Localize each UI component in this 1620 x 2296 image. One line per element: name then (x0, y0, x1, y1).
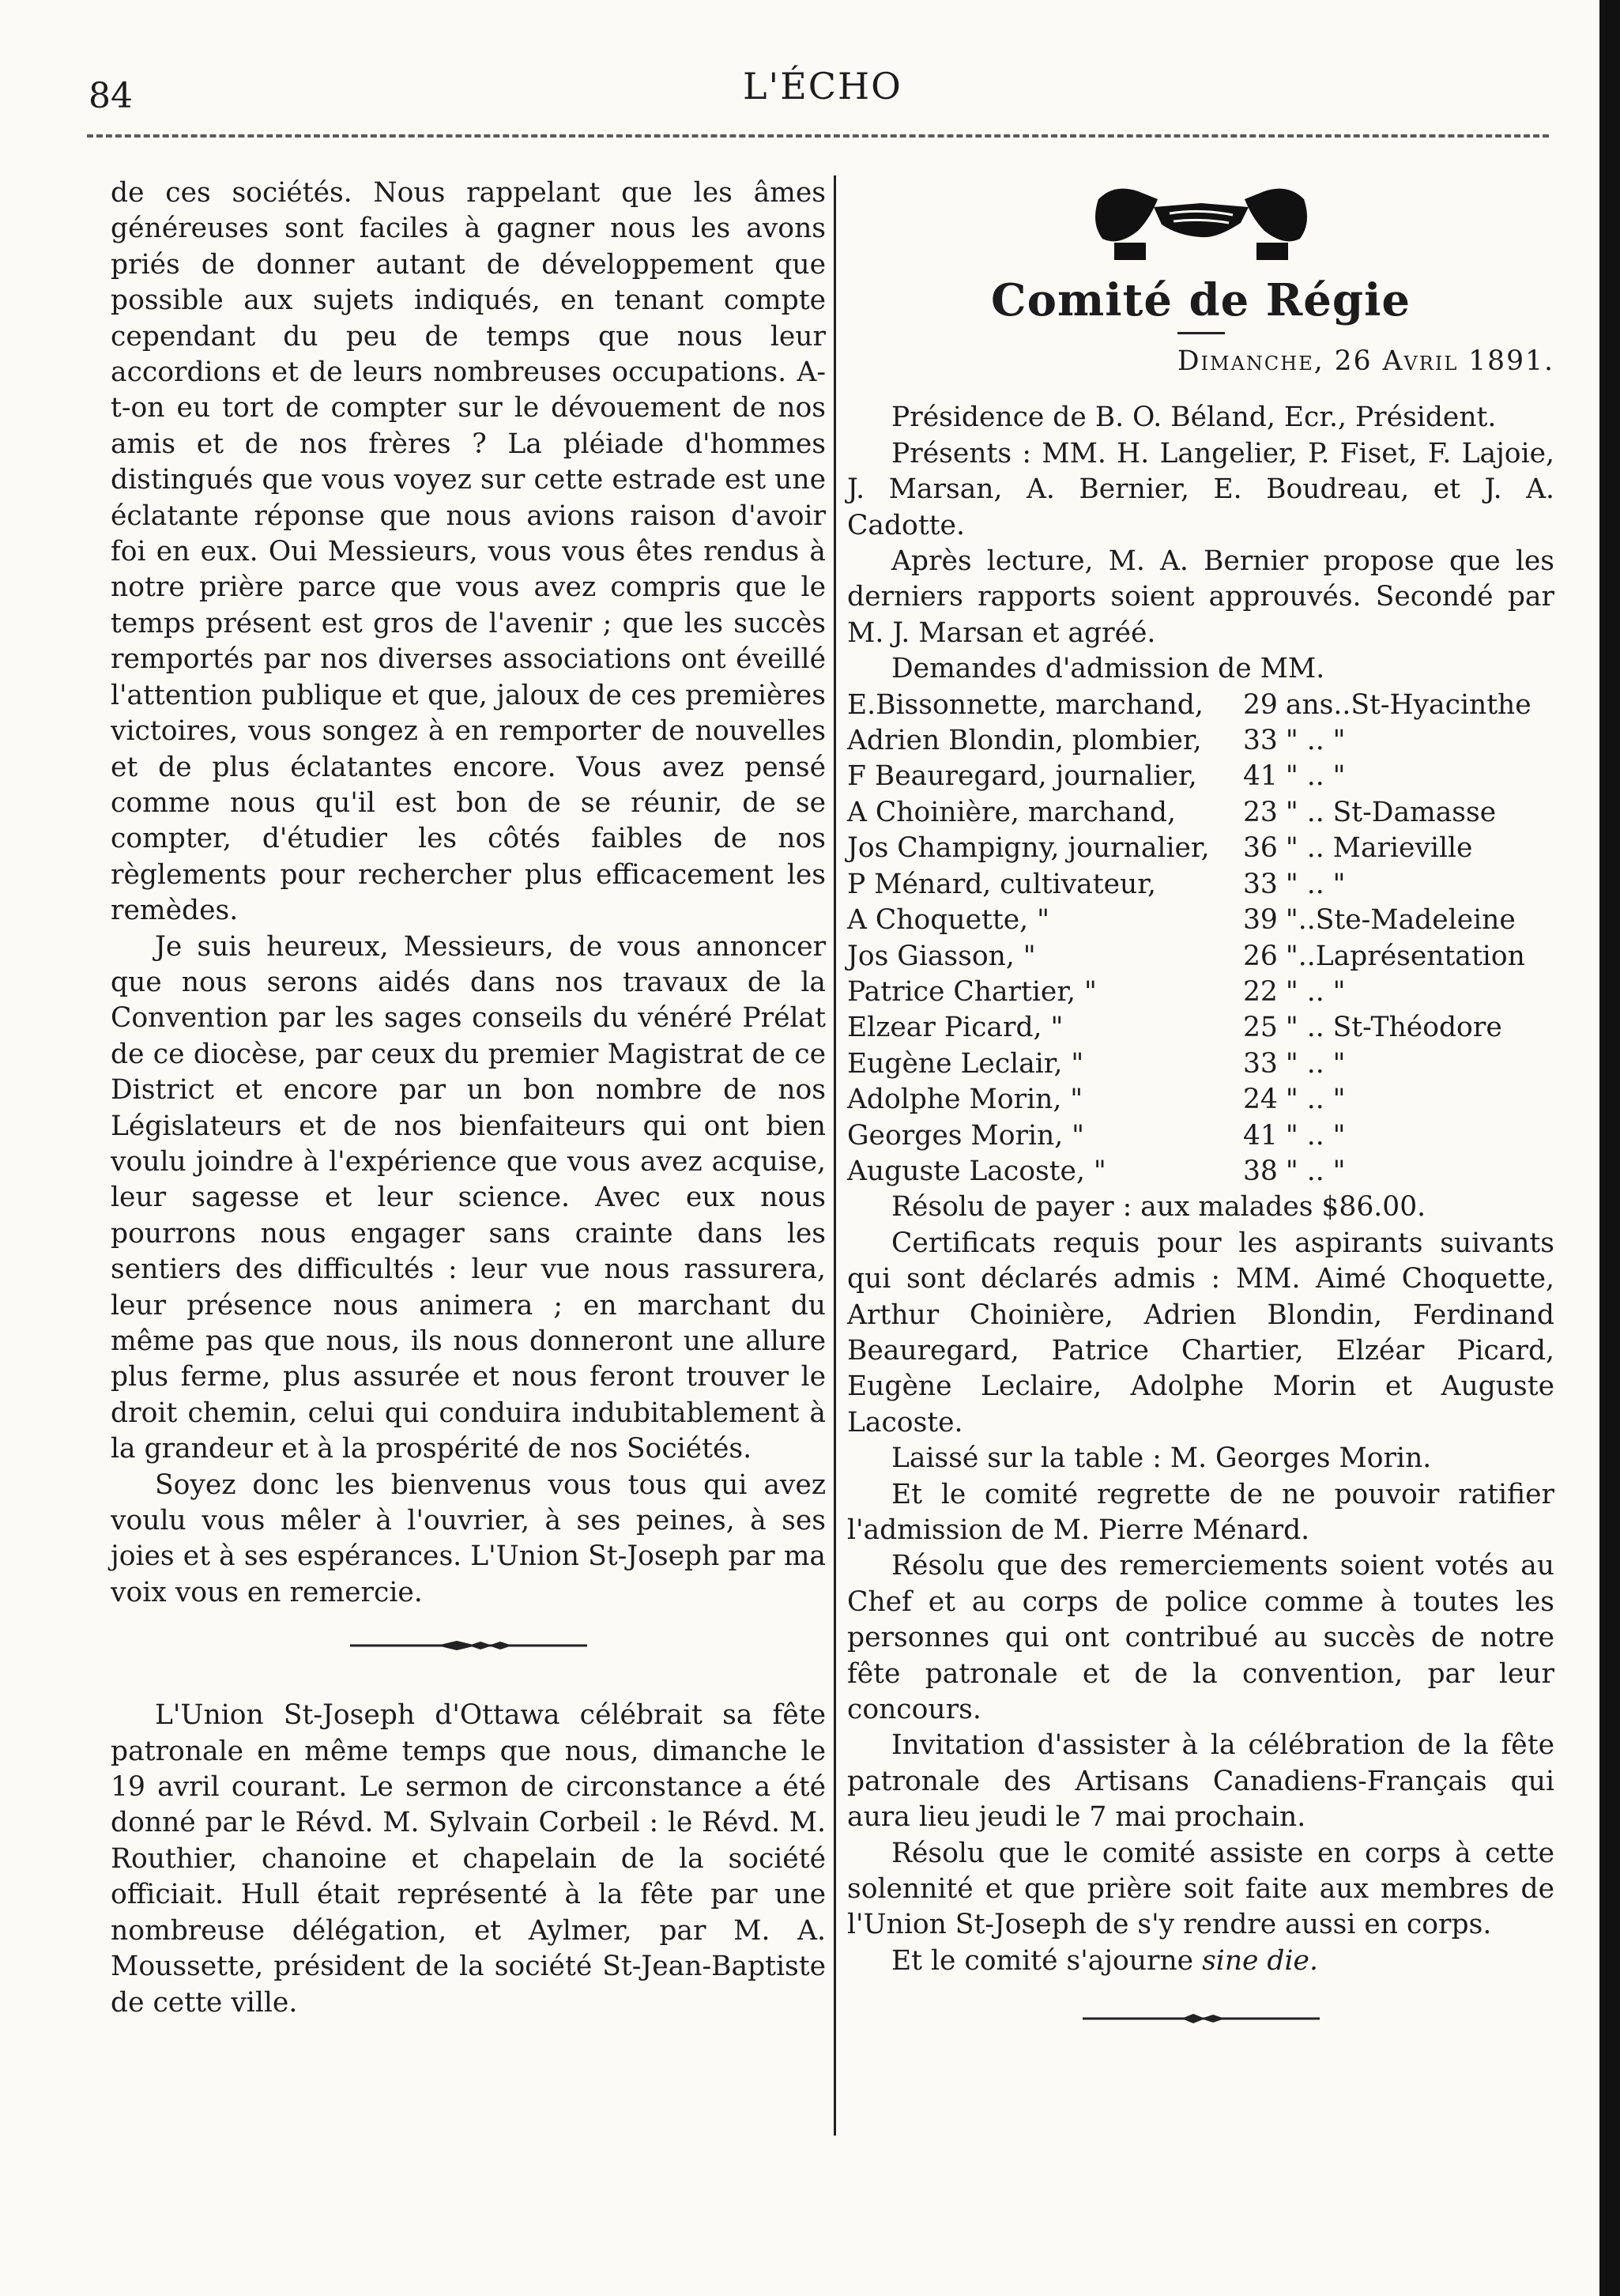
admission-age: 39 (1242, 904, 1278, 937)
admission-name: E.Bissonnette, marchand, (847, 688, 1204, 721)
admission-place: " .. " (1285, 760, 1346, 793)
table-row (847, 1046, 1554, 1082)
handshake-emblem-icon (1083, 175, 1320, 270)
admission-place: " .. " (1285, 868, 1346, 900)
ajourne-text: Et le comité s'ajourne (891, 1944, 1194, 1977)
short-rule (1177, 332, 1225, 334)
apres-lecture-line: Après lecture, M. A. Bernier propose que les derniers rapports soient approuvés. Secondé par M. J. Marsan et agréé. (847, 545, 1554, 649)
admission-age: 25 (1242, 1012, 1278, 1044)
table-row (847, 759, 1554, 794)
table-row (847, 688, 1554, 723)
admission-place: " .. " (1285, 1119, 1346, 1152)
resolu-assiste-paragraph: Résolu que le comité assiste en corps à cette solennité et que prière soit faite aux membres de l'Union St-Joseph de s'y rendre aussi en corps. (847, 1837, 1554, 1941)
admission-place: " .. Marieville (1285, 832, 1473, 865)
table-row (847, 975, 1554, 1010)
table-row (847, 831, 1554, 866)
laisse-line: Laissé sur la table : M. Georges Morin. (891, 1442, 1432, 1475)
admission-name: Patrice Chartier, " (847, 975, 1097, 1008)
table-row (847, 1010, 1554, 1046)
presidence-line: Présidence de B. O. Béland, Ecr., Président. (891, 402, 1497, 434)
page-edge-shadow (1599, 0, 1620, 2296)
table-row (847, 939, 1554, 975)
table-row (847, 903, 1554, 938)
ornament-rule-icon (1083, 2011, 1320, 2026)
admission-place: "..Laprésentation (1285, 940, 1525, 972)
regrette-paragraph: Et le comité regrette de ne pouvoir ratifier l'admission de M. Pierre Ménard. (847, 1478, 1554, 1546)
table-row (847, 723, 1554, 759)
admission-place: " .. St-Théodore (1285, 1012, 1502, 1044)
admission-place: " .. " (1285, 975, 1346, 1008)
admission-age: 33 (1242, 868, 1278, 900)
left-paragraph-2: Je suis heureux, Messieurs, de vous annoncer que nous serons aidés dans nos travaux de la Convention par les sages conseils du vénéré Prélat de ce diocèse, par ceux du premier Magistrat de ce District et encore par un bon nombre de nos Législateurs et de nos bienfaiteurs qui ont bien voulu joindre à l'expérience que vous avez acquise, leur sagesse et leur science. Avec eux nous pourrons nous engager sans crainte dans les sentiers des difficultés : leur vue nous rassurera, leur présence nous animera ; en marchant du même pas que nous, ils nous donneront une allure plus ferme, plus assurée et nous feront trouver le droit chemin, celui qui conduira indubitablement à la grandeur et à la prospérité de nos Sociétés. (111, 930, 826, 1465)
admission-name: A Choquette, " (847, 904, 1049, 937)
admission-age: 38 (1242, 1155, 1278, 1187)
committee-masthead: Comité de Régie (991, 274, 1411, 326)
admission-place: ans..St-Hyacinthe (1285, 688, 1531, 721)
admission-age: 41 (1242, 1119, 1278, 1152)
ajourne-italic: sine die. (1202, 1944, 1318, 1977)
table-row (847, 1154, 1554, 1189)
table-row (847, 867, 1554, 903)
admission-name: F Beauregard, journalier, (847, 760, 1197, 793)
admission-place: " .. " (1285, 1155, 1346, 1187)
resolu-payer-line: Résolu de payer : aux malades $86.00. (891, 1191, 1426, 1223)
admission-age: 33 (1242, 1047, 1278, 1080)
presents-line: Présents : MM. H. Langelier, P. Fiset, F. Lajoie, J. Marsan, A. Bernier, E. Boudreau, et J. A. Cadotte. (847, 437, 1554, 541)
admission-place: "..Ste-Madeleine (1285, 904, 1516, 937)
admission-name: Jos Giasson, " (847, 940, 1036, 972)
running-title: L'ÉCHO (743, 65, 902, 107)
admission-age: 23 (1242, 796, 1278, 828)
admission-age: 22 (1242, 975, 1278, 1008)
admission-place: " .. " (1285, 725, 1346, 757)
admission-name: Jos Champigny, journalier, (847, 832, 1210, 865)
admission-name: A Choinière, marchand, (847, 796, 1176, 828)
admission-age: 26 (1242, 940, 1278, 972)
ornament-rule-icon (350, 1638, 587, 1653)
admission-name: P Ménard, cultivateur, (847, 868, 1156, 900)
remerciements-paragraph: Résolu que des remerciements soient votés au Chef et au corps de police comme à toutes les personnes qui ont contribué au succès de notre fête patronale et de la convention, par leur concours. (847, 1550, 1554, 1726)
admission-age: 41 (1242, 760, 1278, 793)
ajourne-line (847, 1943, 1554, 1979)
column-divider (834, 175, 836, 2136)
admission-age: 36 (1242, 832, 1278, 865)
table-row (847, 795, 1554, 831)
table-row (847, 1118, 1554, 1154)
admission-age: 29 (1242, 688, 1278, 721)
left-paragraph-4: L'Union St-Joseph d'Ottawa célébrait sa fête patronale en même temps que nous, dimanche le 19 avril courant. Le sermon de circonstance a été donné par le Révd. M. Sylvain Corbeil : le Révd. M. Routhier, chanoine et chapelain de la société officiait. Hull était représenté à la fête par une nombreuse délégation, et Aylmer, par M. A. Moussette, président de la société St-Jean-Baptiste de cette ville. (111, 1699, 826, 2019)
right-column (847, 175, 1554, 2071)
admission-name: Adolphe Morin, " (847, 1084, 1083, 1116)
page-number: 84 (89, 76, 133, 116)
admissions-table (847, 688, 1554, 1190)
admission-name: Eugène Leclair, " (847, 1047, 1084, 1080)
admission-name: Adrien Blondin, plombier, (847, 725, 1202, 757)
left-paragraph-1: de ces sociétés. Nous rappelant que les âmes généreuses sont faciles à gagner nous les avons priés de donner autant de développement que possible aux sujets indiqués, en tenant compte cependant du peu de temps que nous leur accordions et de leurs nombreuses occupations. A-t-on eu tort de compter sur le dévouement de nos amis et de nos frères ? La pléiade d'hommes distingués que vous voyez sur cette estrade est une éclatante réponse que nous avions raison d'avoir foi en eux. Oui Messieurs, vous vous êtes rendus à notre prière parce que vous avez compris que le temps présent est gros de l'avenir ; que les succès remportés par nos diverses associations ont éveillé l'attention publique et que, jaloux de ces premières victoires, vous songez à en remporter de nouvelles et de plus éclatantes encore. Vous avez pensé comme nous qu'il est bon de se réunir, de se compter, d'étudier les côtés faibles de nos règlements pour rechercher plus efficacement les remèdes. (111, 177, 826, 927)
admission-place: " .. " (1285, 1084, 1346, 1116)
left-column (111, 175, 826, 2021)
dateline: Dimanche, 26 Avril 1891. (1177, 345, 1554, 377)
table-row (847, 1082, 1554, 1118)
certificats-paragraph: Certificats requis pour les aspirants suivants qui sont déclarés admis : MM. Aimé Choquette, Arthur Choinière, Adrien Blondin, Ferdinand Beauregard, Patrice Chartier, Elzéar Picard, Eugène Leclaire, Adolphe Morin et Auguste Lacoste. (847, 1227, 1554, 1438)
admission-place: " .. " (1285, 1047, 1346, 1080)
admissions-heading: Demandes d'admission de MM. (891, 653, 1325, 685)
top-rule (87, 134, 1549, 138)
admission-age: 24 (1242, 1084, 1278, 1116)
left-paragraph-3: Soyez donc les bienvenus vous tous qui avez voulu vous mêler à l'ouvrier, à ses peines, à ses joies et à ses espérances. L'Union St-Joseph par ma voix vous en remercie. (111, 1468, 826, 1608)
admission-place: " .. St-Damasse (1285, 796, 1497, 828)
admission-age: 33 (1242, 725, 1278, 757)
admission-name: Elzear Picard, " (847, 1012, 1064, 1044)
invitation-paragraph: Invitation d'assister à la célébration de la fête patronale des Artisans Canadiens-Français qui aura lieu jeudi le 7 mai prochain. (847, 1729, 1554, 1834)
admission-name: Auguste Lacoste, " (847, 1155, 1106, 1187)
admission-name: Georges Morin, " (847, 1119, 1085, 1152)
